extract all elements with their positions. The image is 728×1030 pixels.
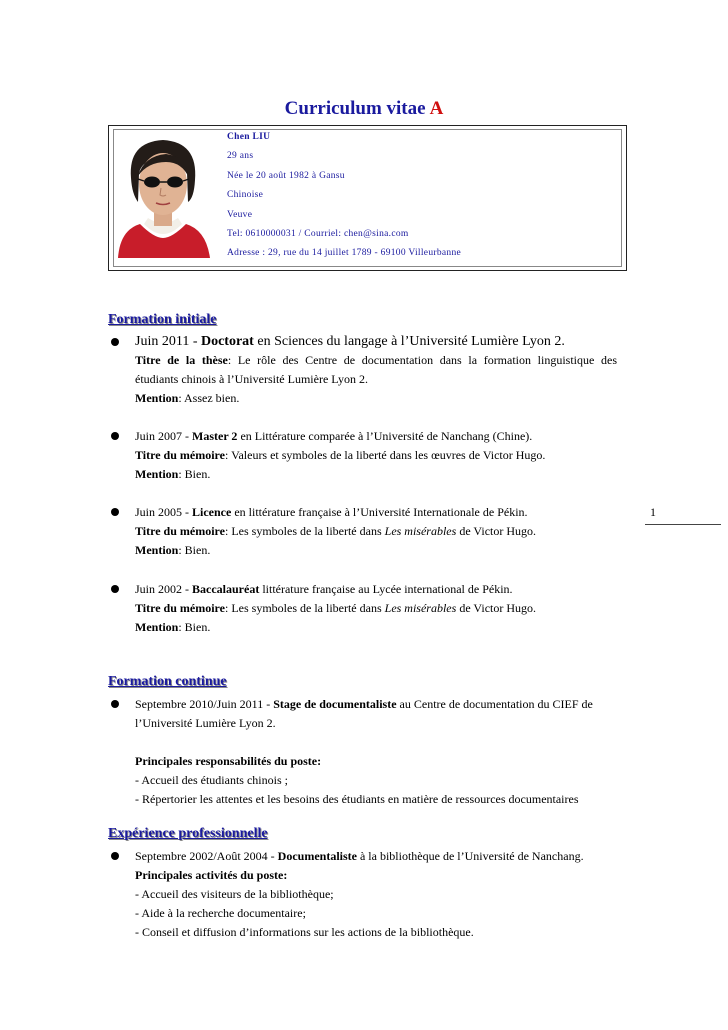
page-number: 1 xyxy=(650,505,656,519)
entry-thesis-cont: étudiants chinois à l’Université Lumière Lyon 2. xyxy=(135,372,368,386)
entry-thesis xyxy=(135,599,617,618)
thesis-label: Titre de la thèse xyxy=(135,353,228,367)
identity-contact: Tel: 0610000031 / Courriel: chen@sina.com xyxy=(227,228,409,239)
entry-detail: en Littérature comparée à l’Université de Nanchang (Chine). xyxy=(237,429,533,443)
thesis-text: : Le rôle des Centre de documentation dans la formation linguistique des xyxy=(227,353,617,367)
entry-date: Juin 2007 - xyxy=(135,429,192,443)
entry-detail: à la bibliothèque de l’Université de Nanchang. xyxy=(356,849,584,863)
identity-birth: Née le 20 août 1982 à Gansu xyxy=(227,170,345,181)
entry-role: Stage de documentaliste xyxy=(273,697,397,711)
mention-value: : Bien. xyxy=(178,620,211,634)
entry-detail: au Centre de documentation du CIEF de xyxy=(396,697,593,711)
thesis-book-title: Les misérables xyxy=(384,524,457,538)
entry-mention xyxy=(135,618,617,637)
thesis-text: : Valeurs et symboles de la liberté dans les œuvres de Victor Hugo. xyxy=(225,448,546,462)
entry-degree: Baccalauréat xyxy=(192,582,260,596)
bullet-icon xyxy=(111,852,119,860)
identity-status: Veuve xyxy=(227,209,253,220)
entry-detail: en Sciences du langage à l’Université Lumière Lyon 2. xyxy=(253,334,565,349)
bullet-icon xyxy=(111,432,119,440)
entry-date: Septembre 2002/Août 2004 - xyxy=(135,849,278,863)
entry-mention xyxy=(135,465,617,484)
mention-value: : Bien. xyxy=(178,543,211,557)
entry-degree: Licence xyxy=(192,505,232,519)
thesis-text-end: de Victor Hugo. xyxy=(456,524,537,538)
identity-nationality: Chinoise xyxy=(227,190,264,201)
bullet-icon xyxy=(111,585,119,593)
mention-label: Mention xyxy=(135,391,179,405)
identity-name: Chen LIU xyxy=(227,132,271,142)
entry-title xyxy=(135,695,617,714)
mention-label: Mention xyxy=(135,620,179,634)
entry-thesis xyxy=(135,522,617,541)
identity-info xyxy=(227,131,617,267)
entry-title xyxy=(135,580,617,599)
mention-label: Mention xyxy=(135,467,179,481)
responsibility-item: - Accueil des étudiants chinois ; xyxy=(135,773,288,787)
thesis-book-title: Les misérables xyxy=(384,601,457,615)
thesis-text: : Les symboles de la liberté dans xyxy=(225,524,385,538)
section-heading-formation-continue: Formation continue xyxy=(108,674,227,689)
title-text: Curriculum vitae xyxy=(284,98,426,119)
entry-role: Documentaliste xyxy=(277,849,357,863)
activity-item: - Aide à la recherche documentaire; xyxy=(135,906,306,920)
entry-degree: Doctorat xyxy=(200,334,254,349)
section-heading-experience: Expérience professionnelle xyxy=(108,826,268,841)
bullet-icon xyxy=(111,700,119,708)
responsibilities-label: Principales responsabilités du poste: xyxy=(135,754,322,768)
entry-thesis xyxy=(135,351,617,370)
thesis-text: : Les symboles de la liberté dans xyxy=(225,601,385,615)
thesis-label: Titre du mémoire xyxy=(135,601,225,615)
identity-address: Adresse : 29, rue du 14 juillet 1789 - 69100 Villeurbanne xyxy=(227,248,462,259)
entry-degree: Master 2 xyxy=(192,429,238,443)
entry-date: Juin 2002 - xyxy=(135,582,192,596)
entry-detail: littérature française au Lycée international de Pékin. xyxy=(259,582,513,596)
mention-label: Mention xyxy=(135,543,179,557)
activities-label: Principales activités du poste: xyxy=(135,868,288,882)
entry-date: Septembre 2010/Juin 2011 - xyxy=(135,697,274,711)
identity-age: 29 ans xyxy=(227,151,254,162)
profile-photo xyxy=(114,132,212,258)
mention-value: : Bien. xyxy=(178,467,211,481)
entry-date: Juin 2011 - xyxy=(135,334,201,349)
activity-item: - Conseil et diffusion d’informations sur les actions de la bibliothèque. xyxy=(135,925,474,939)
entry-detail: en littérature française à l’Université Internationale de Pékin. xyxy=(231,505,528,519)
entry-title xyxy=(135,847,617,866)
page-title xyxy=(0,98,728,120)
section-heading-formation-initiale: Formation initiale xyxy=(108,312,217,327)
responsibility-item: - Répertorier les attentes et les besoins des étudiants en matière de ressources documentaires xyxy=(135,792,579,806)
entry-mention xyxy=(135,541,617,560)
entry-title xyxy=(135,332,617,351)
entry-thesis xyxy=(135,446,617,465)
bullet-icon xyxy=(111,338,119,346)
entry-date: Juin 2005 - xyxy=(135,505,192,519)
mention-value: : Assez bien. xyxy=(178,391,240,405)
entry-title xyxy=(135,503,617,522)
title-accent: A xyxy=(429,98,444,119)
thesis-label: Titre du mémoire xyxy=(135,524,225,538)
entry-mention xyxy=(135,389,617,408)
activity-item: - Accueil des visiteurs de la bibliothèque; xyxy=(135,887,334,901)
entry-detail-cont: l’Université Lumière Lyon 2. xyxy=(135,716,276,730)
thesis-text-end: de Victor Hugo. xyxy=(456,601,537,615)
page-number-rule xyxy=(645,524,721,525)
entry-title xyxy=(135,427,617,446)
thesis-label: Titre du mémoire xyxy=(135,448,225,462)
bullet-icon xyxy=(111,508,119,516)
